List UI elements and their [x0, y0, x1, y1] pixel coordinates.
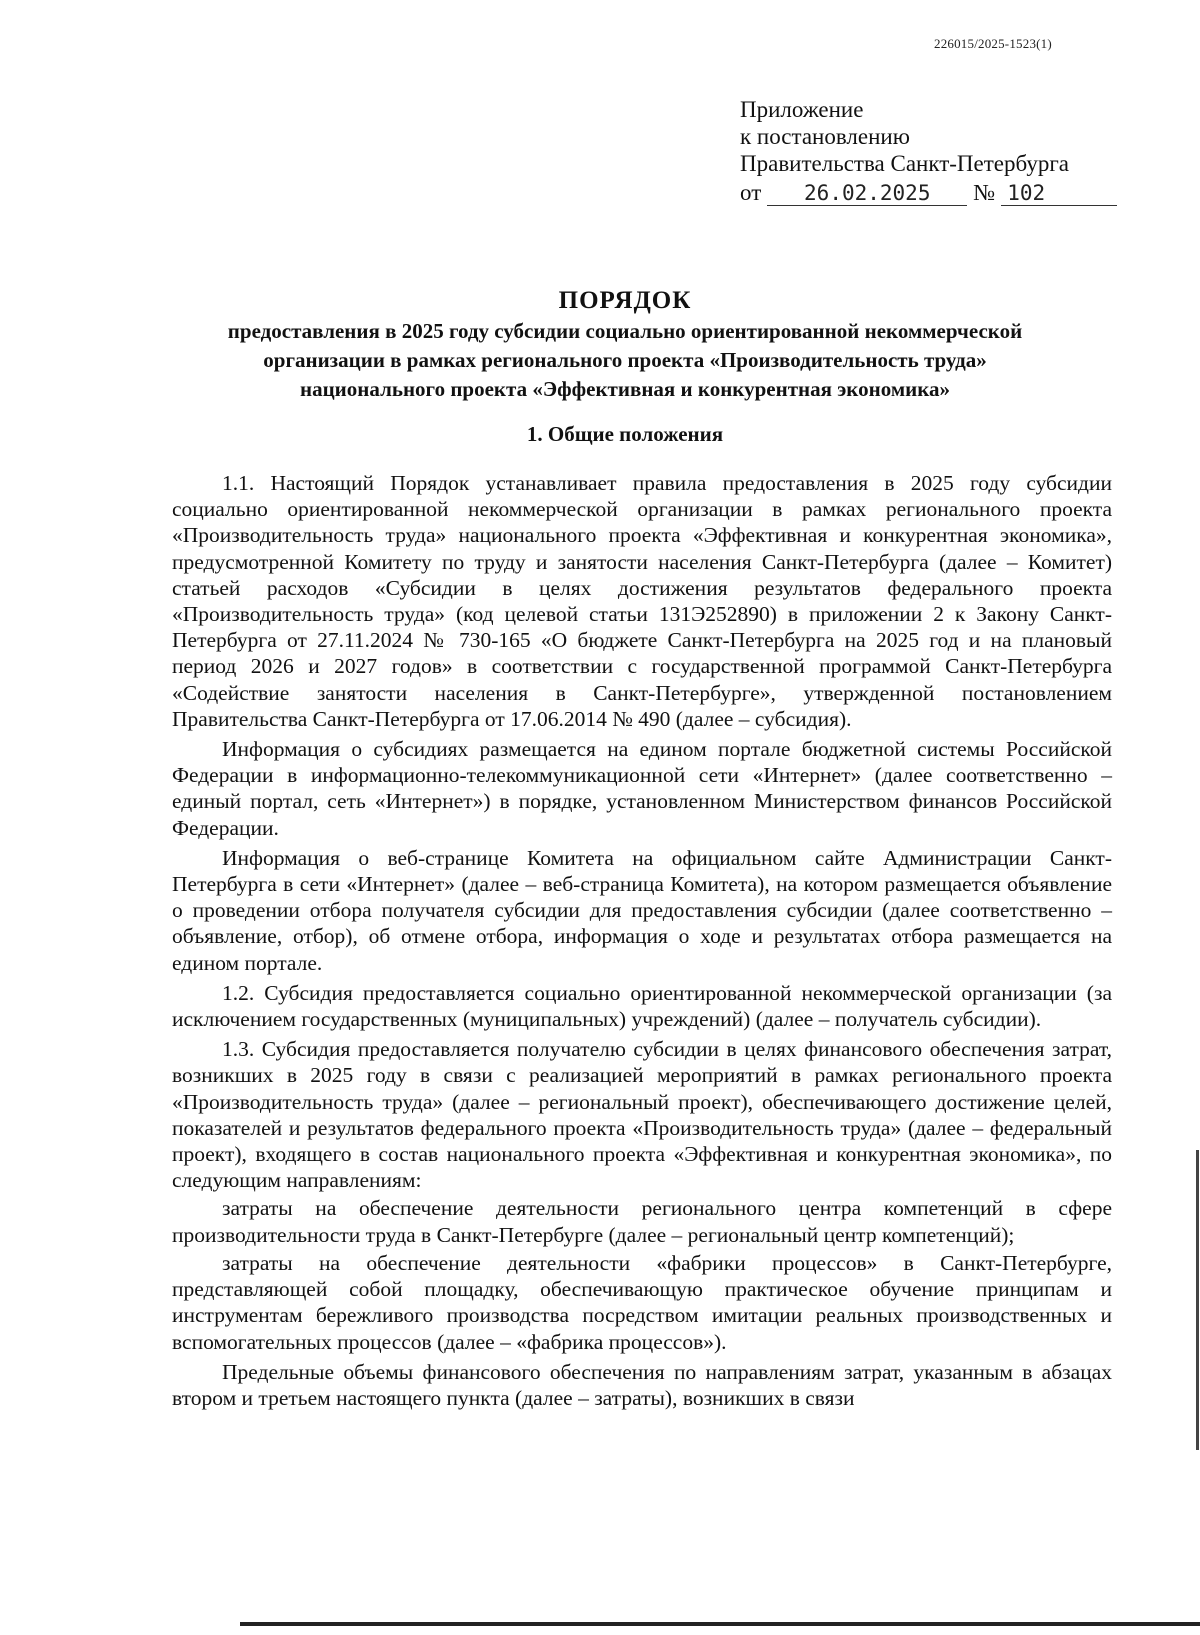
appendix-date-line — [740, 179, 1120, 206]
section-heading: 1. Общие положения — [526, 422, 724, 446]
from-label: от — [740, 180, 762, 205]
document-title: ПОРЯДОК — [558, 287, 692, 314]
decree-date: 26.02.2025 — [767, 182, 967, 206]
paragraph-1-2: 1.2. Субсидия предоставляется социально ориентированной некоммерческой организации (за исключением государственных (муниципальных) учреждений) (далее – получатель субсидии). — [172, 980, 1112, 1032]
appendix-block — [740, 96, 1120, 206]
paragraph-1-1: 1.1. Настоящий Порядок устанавливает правила предоставления в 2025 году субсидии социально ориентированной некоммерческой организации в рамках регионального проекта «Производительность труда» национального проекта «Эффективная и конкурентная экономика», предусмотренной Комитету по труду и занятости населения Санкт-Петербурга (далее – Комитет) статьей расходов «Субсидии в целях достижения результатов федерального проекта «Производительность труда» (код целевой статьи 131Э252890) в приложении 2 к Закону Санкт-Петербурга от 27.11.2024 № 730-165 «О бюджете Санкт-Петербурга на 2025 год и на плановый период 2026 и 2027 годов» в соответствии с государственной программой Санкт-Петербурга «Содействие занятости населения в Санкт-Петербурге», утвержденной постановлением Правительства Санкт-Петербурга от 17.06.2014 № 490 (далее – субсидия). — [172, 471, 1112, 731]
appendix-line-2: к постановлению — [740, 124, 910, 149]
paragraph-limits: Предельные объемы финансового обеспечения по направлениям затрат, указанным в абзацах втором и третьем настоящего пункта (далее – затраты), возникших в связи — [172, 1359, 1112, 1410]
document-subtitle-line-1: предоставления в 2025 году субсидии социально ориентированной некоммерческой — [227, 319, 1023, 343]
document-body — [172, 470, 1112, 1415]
document-registration-number: 226015/2025-1523(1) — [934, 36, 1052, 51]
number-label: № — [973, 180, 996, 205]
scan-bottom-border — [240, 1622, 1200, 1626]
appendix-line-3: Правительства Санкт-Петербурга — [740, 151, 1069, 176]
paragraph-direction-2: затраты на обеспечение деятельности «фабрики процессов» в Санкт-Петербурге, представляющей собой площадку, обеспечивающую практическое обучение принципам и инструментам бережливого производства посредством имитации реальных производственных и вспомогательных процессов (далее – «фабрика процессов»). — [172, 1250, 1112, 1354]
appendix-line-1: Приложение — [740, 97, 864, 122]
document-subtitle-line-3: национального проекта «Эффективная и конкурентная экономика» — [299, 377, 951, 401]
paragraph-direction-1: затраты на обеспечение деятельности регионального центра компетенций в сфере производительности труда в Санкт-Петербурге (далее – региональный центр компетенций); — [172, 1196, 1112, 1247]
paragraph-portal-info: Информация о субсидиях размещается на едином портале бюджетной системы Российской Федерации в информационно-телекоммуникационной сети «Интернет» (далее соответственно – единый портал, сеть «Интернет») в порядке, установленном Министерством финансов Российской Федерации. — [172, 737, 1112, 840]
paragraph-1-3: 1.3. Субсидия предоставляется получателю субсидии в целях финансового обеспечения затрат, возникших в 2025 году в связи с реализацией мероприятий в рамках регионального проекта «Производительность труда» (далее – региональный проект), обеспечивающего достижение целей, показателей и результатов федерального проекта «Производительность труда» (далее – федеральный проект), входящего в состав национального проекта «Эффективная и конкурентная экономика», по следующим направлениям: — [172, 1037, 1112, 1193]
document-title-block — [160, 286, 1090, 403]
document-subtitle-line-2: организации в рамках регионального проекта «Производительность труда» — [263, 348, 987, 372]
scan-edge-mark — [1196, 1150, 1199, 1450]
decree-number: 102 — [1001, 182, 1117, 206]
paragraph-webpage-info: Информация о веб-странице Комитета на официальном сайте Администрации Санкт-Петербурга в сети «Интернет» (далее – веб-страница Комитета), на котором размещается объявление о проведении отбора получателя субсидии для предоставления субсидии (далее соответственно – объявление, отбор), об отмене отбора, информация о ходе и результатах отбора размещается на едином портале. — [172, 845, 1112, 975]
